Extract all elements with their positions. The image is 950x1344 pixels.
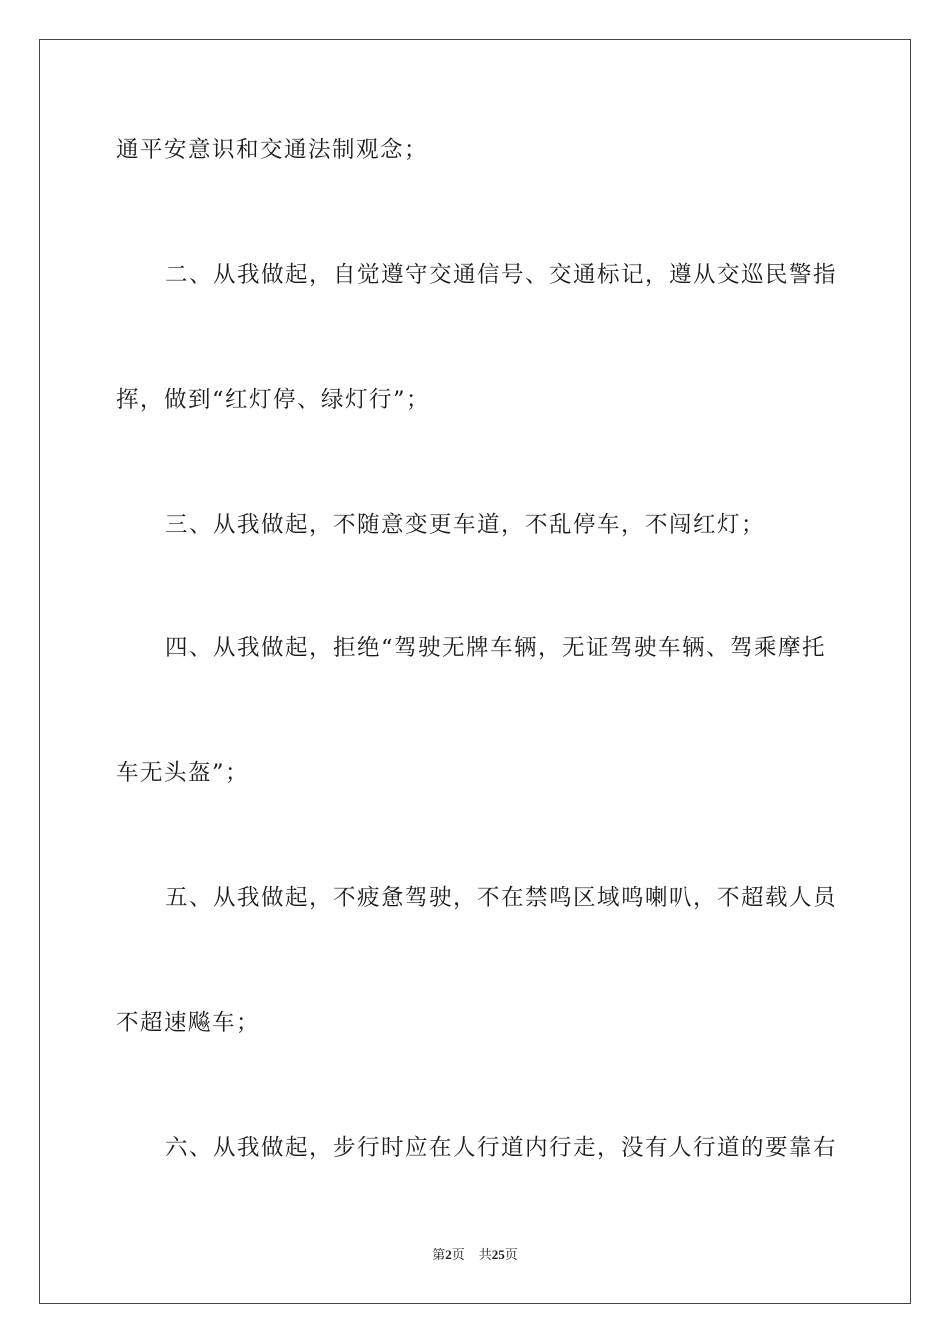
page-border [39, 39, 911, 1304]
paragraph-line: 不超速飚车； [116, 1010, 261, 1036]
paragraph-line: 车无头盔”； [116, 760, 250, 786]
total-prefix: 共 [478, 1247, 492, 1262]
page-suffix: 页 [451, 1247, 465, 1262]
paragraph-line: 五、从我做起，不疲惫驾驶，不在禁鸣区域鸣喇叭，不超载人员 [165, 885, 838, 911]
paragraph-line: 通平安意识和交通法制观念； [116, 137, 429, 163]
paragraph-line: 三、从我做起，不随意变更车道，不乱停车，不闯红灯； [165, 512, 766, 538]
page-prefix: 第 [432, 1247, 446, 1262]
page-total: 25 [491, 1247, 505, 1262]
paragraph-line: 四、从我做起，拒绝“驾驶无牌车辆，无证驾驶车辆、驾乘摩托 [165, 635, 827, 661]
total-suffix: 页 [504, 1247, 518, 1262]
paragraph-line: 挥，做到“红灯停、绿灯行”； [116, 387, 431, 413]
page-footer [0, 1245, 950, 1265]
page-current: 2 [445, 1247, 452, 1262]
paragraph-line: 二、从我做起，自觉遵守交通信号、交通标记，遵从交巡民警指 [165, 262, 838, 288]
paragraph-line: 六、从我做起，步行时应在人行道内行走，没有人行道的要靠右 [165, 1135, 838, 1161]
